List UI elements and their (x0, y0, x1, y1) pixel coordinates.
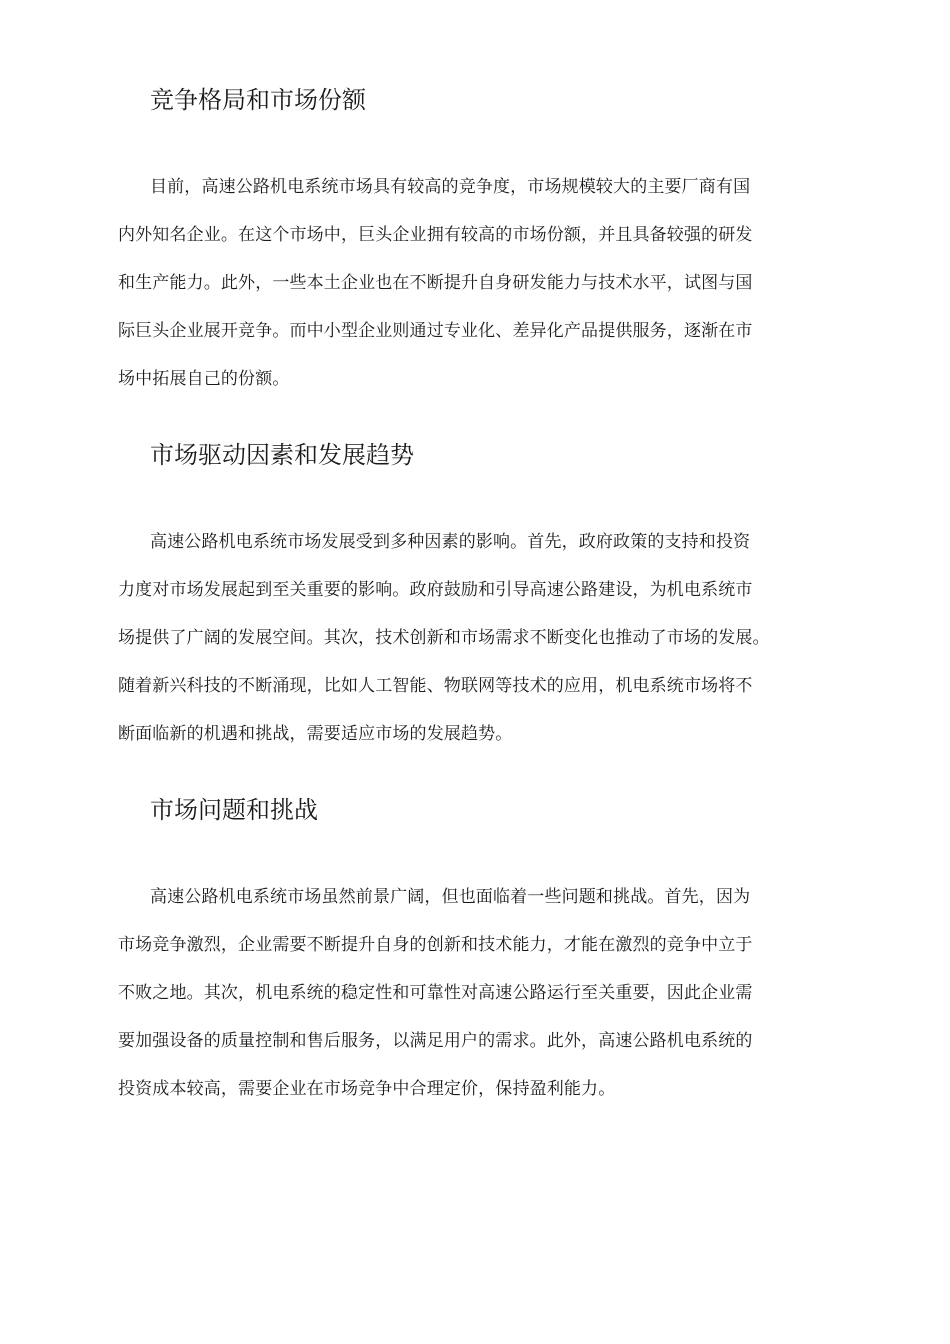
paragraph-line: 目前，高速公路机电系统市场具有较高的竞争度，市场规模较大的主要厂商有国 (150, 177, 751, 197)
paragraph-line: 市场竞争激烈，企业需要不断提升自身的创新和技术能力，才能在激烈的竞争中立于 (118, 935, 753, 955)
section-heading: 竞争格局和市场份额 (150, 86, 366, 114)
section-paragraph (118, 885, 838, 1125)
paragraph-line: 和生产能力。此外，一些本土企业也在不断提升自身研发能力与技术水平，试图与国 (118, 273, 753, 293)
paragraph-line: 不败之地。其次，机电系统的稳定性和可靠性对高速公路运行至关重要，因此企业需 (118, 983, 753, 1003)
section-heading: 市场驱动因素和发展趋势 (150, 441, 414, 469)
section-paragraph (118, 175, 838, 415)
paragraph-line: 场提供了广阔的发展空间。其次，技术创新和市场需求不断变化也推动了市场的发展。 (118, 628, 770, 648)
paragraph-line: 高速公路机电系统市场虽然前景广阔，但也面临着一些问题和挑战。首先，因为 (150, 887, 751, 907)
paragraph-line: 高速公路机电系统市场发展受到多种因素的影响。首先，政府政策的支持和投资 (150, 532, 751, 552)
paragraph-line: 场中拓展自己的份额。 (118, 369, 290, 389)
paragraph-line: 投资成本较高，需要企业在市场竞争中合理定价，保持盈利能力。 (118, 1079, 616, 1099)
paragraph-line: 际巨头企业展开竞争。而中小型企业则通过专业化、差异化产品提供服务，逐渐在市 (118, 321, 753, 341)
paragraph-line: 断面临新的机遇和挑战，需要适应市场的发展趋势。 (118, 724, 513, 744)
paragraph-line: 内外知名企业。在这个市场中，巨头企业拥有较高的市场份额，并且具备较强的研发 (118, 225, 753, 245)
paragraph-line: 随着新兴科技的不断涌现，比如人工智能、物联网等技术的应用，机电系统市场将不 (118, 676, 753, 696)
paragraph-line: 要加强设备的质量控制和售后服务，以满足用户的需求。此外，高速公路机电系统的 (118, 1031, 753, 1051)
paragraph-line: 力度对市场发展起到至关重要的影响。政府鼓励和引导高速公路建设，为机电系统市 (118, 580, 753, 600)
section-paragraph (118, 530, 838, 770)
section-heading: 市场问题和挑战 (150, 796, 318, 824)
